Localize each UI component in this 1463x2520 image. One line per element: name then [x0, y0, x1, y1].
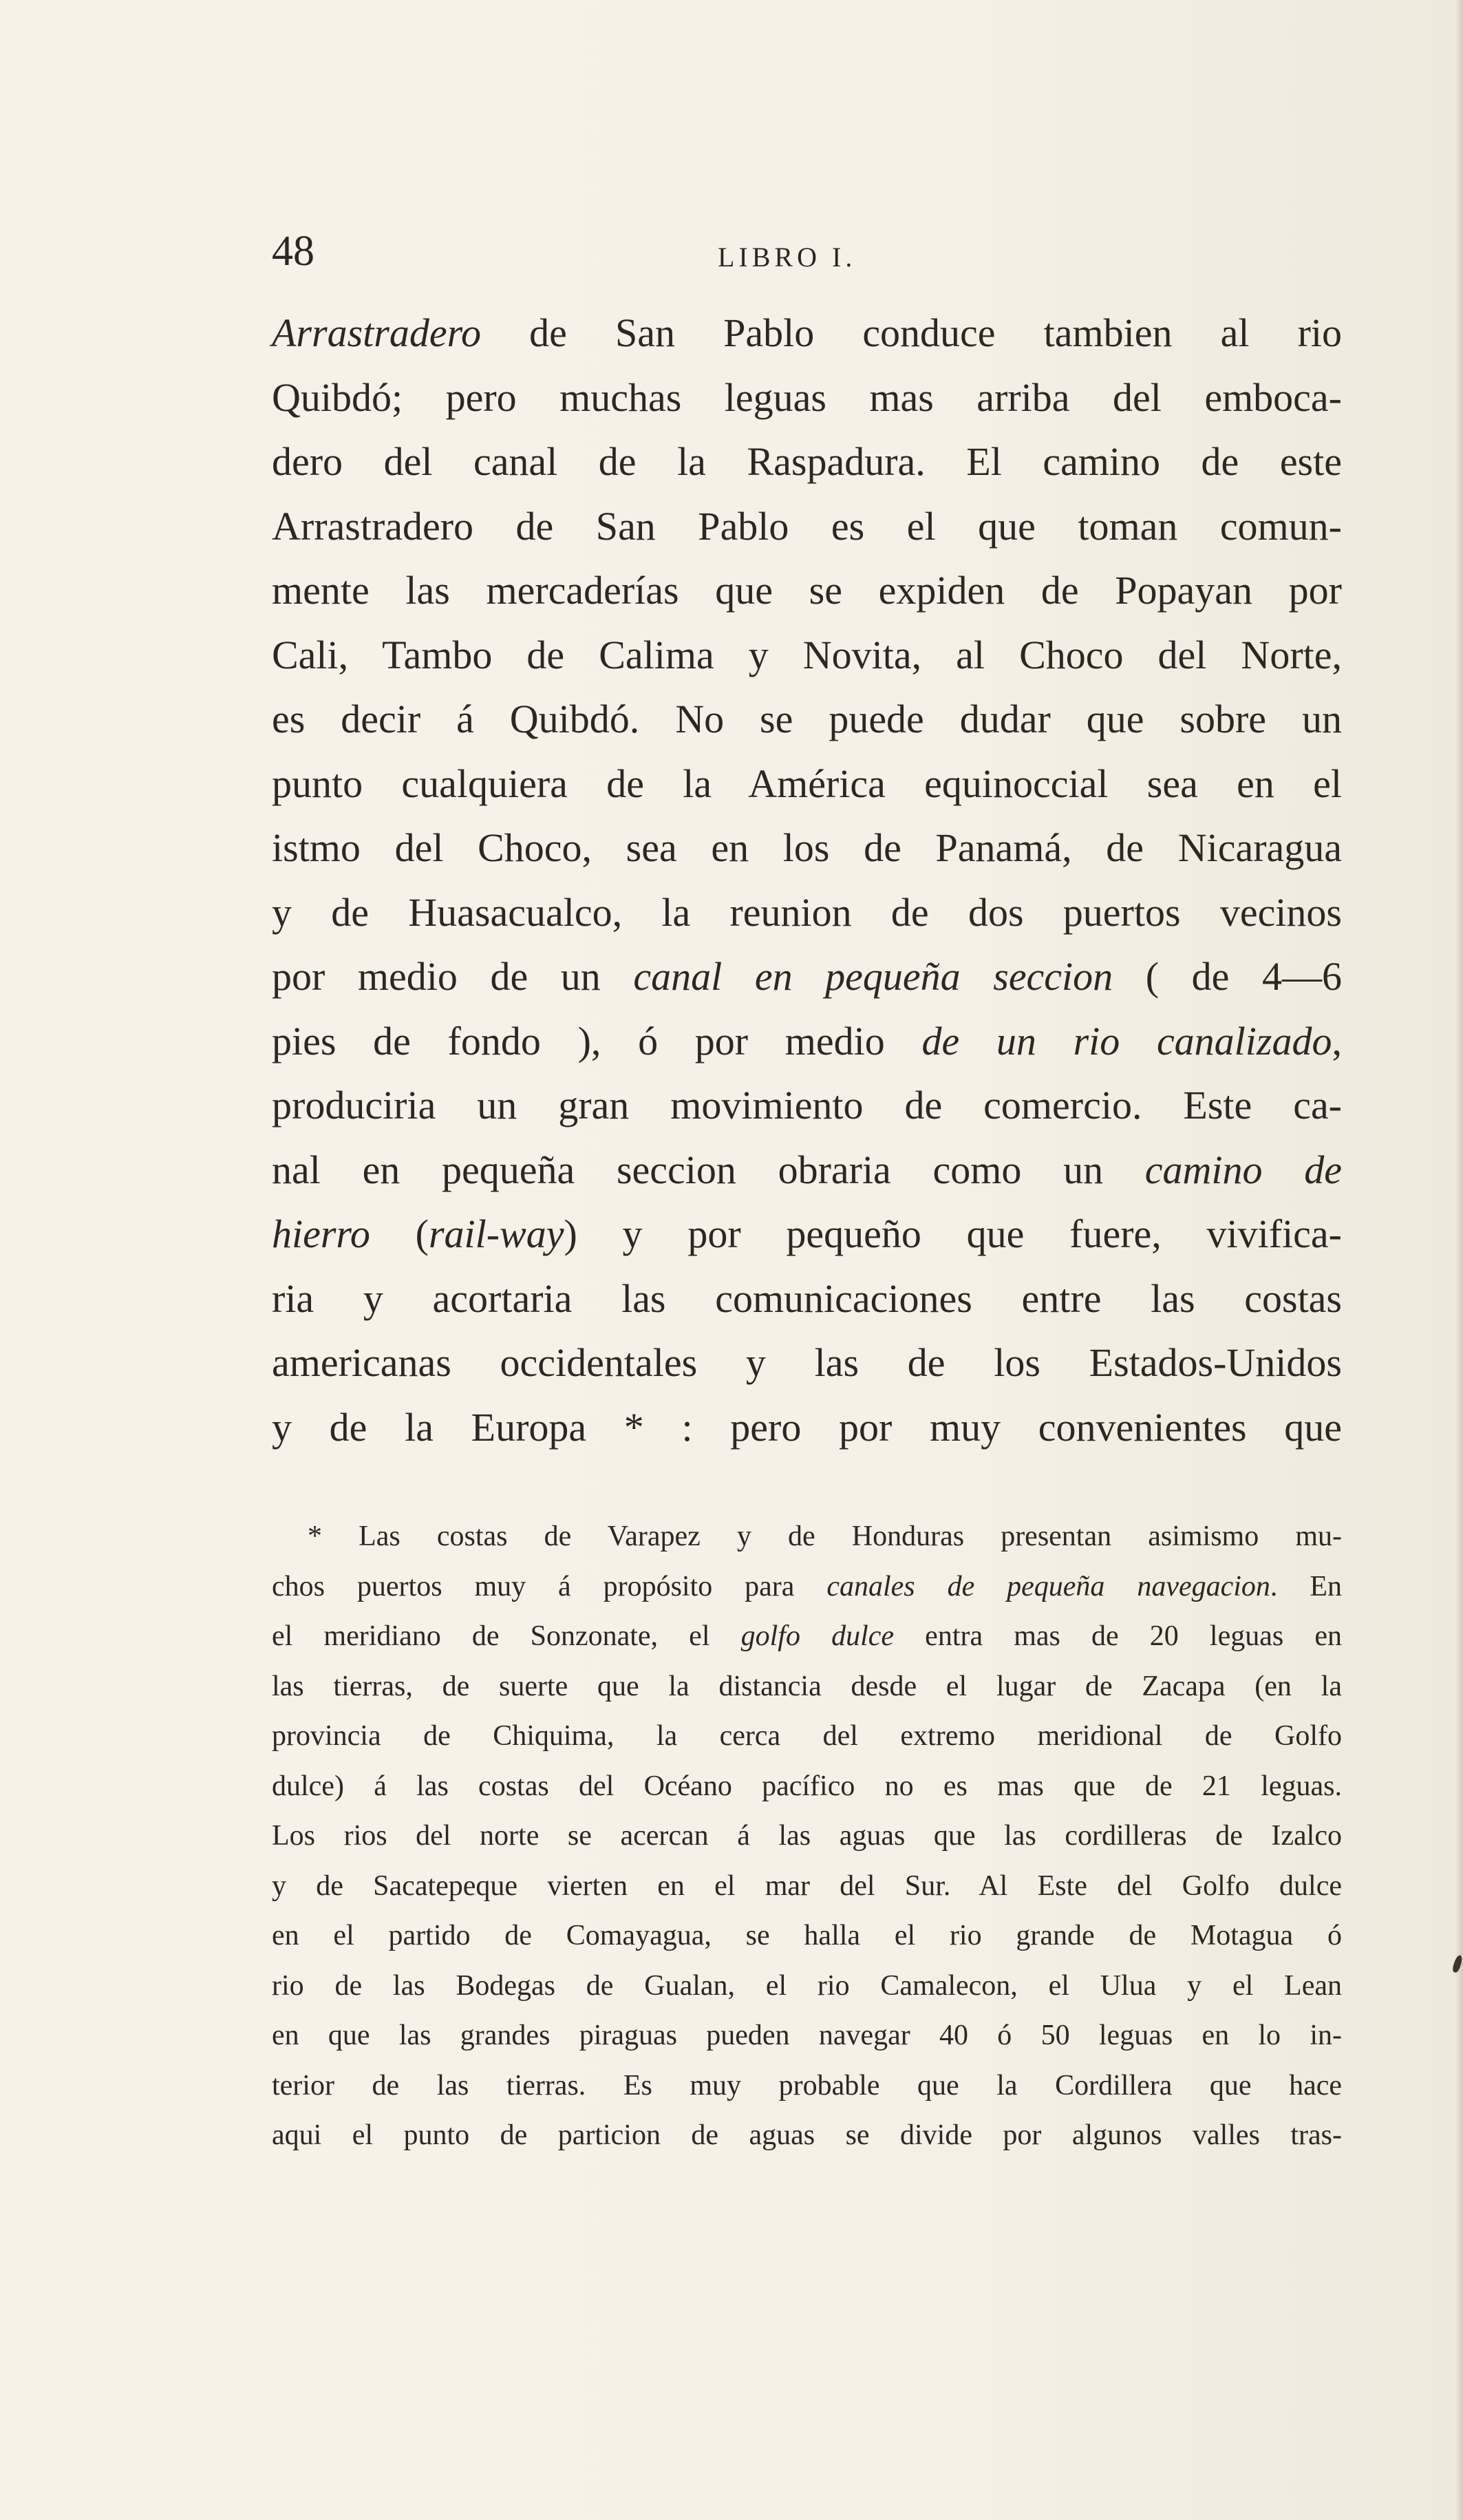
text-run: en que las grandes piraguas pueden navegar 40 ó 50 leguas en lo in-	[272, 2020, 1342, 2051]
text-run: y de la Europa * : pero por muy convenientes que	[272, 1404, 1342, 1450]
footnote-line	[272, 1512, 1342, 1562]
text-line	[272, 816, 1342, 880]
italic-text: rail-way	[428, 1211, 564, 1256]
footnote-line	[272, 2061, 1342, 2111]
text-line	[272, 430, 1342, 494]
text-run: es decir á Quibdó. No se puede dudar que sobre un	[272, 697, 1342, 741]
page-edge-shadow	[1455, 0, 1463, 2520]
text-run: y de Huasacualco, la reunion de dos puertos vecinos	[272, 889, 1342, 935]
text-run: dulce) á las costas del Océano pacífico no es mas que de 21 leguas.	[272, 1770, 1342, 1802]
text-run: rio de las Bodegas de Gualan, el rio Camalecon, el Ulua y el Lean	[272, 1969, 1342, 2002]
text-line	[272, 1331, 1342, 1395]
footnote-line	[272, 2011, 1342, 2061]
text-line	[272, 366, 1342, 430]
text-line	[272, 880, 1342, 945]
text-run: Cali, Tambo de Calima y Novita, al Choco del Norte,	[272, 632, 1342, 677]
text-line	[272, 301, 1342, 366]
italic-text: hierro	[272, 1211, 370, 1256]
text-run: y de Sacatepeque vierten en el mar del Sur. Al Este del Golfo dulce	[272, 1870, 1342, 1902]
footnote-line	[272, 1611, 1342, 1662]
text-run: punto cualquiera de la América equinoccial sea en el	[272, 761, 1342, 806]
main-text-block	[272, 301, 1342, 1459]
text-run: produciria un gran movimiento de comercio. Este ca-	[272, 1083, 1342, 1127]
italic-text: de un rio canalizado	[921, 1018, 1332, 1063]
text-line	[272, 944, 1342, 1009]
italic-text: Arrastradero	[272, 310, 481, 355]
text-line	[272, 1202, 1342, 1267]
footnote-line	[272, 1911, 1342, 1961]
text-run: americanas occidentales y las de los Estados-Unidos	[272, 1340, 1342, 1385]
text-run: aqui el punto de particion de aguas se divide por algunos valles tras-	[272, 2119, 1342, 2151]
text-run: (	[370, 1211, 429, 1256]
text-run: ) y por pequeño que fuere, vivifica-	[564, 1211, 1342, 1256]
text-line	[272, 494, 1342, 559]
text-line	[272, 558, 1342, 623]
page-number: 48	[272, 228, 314, 275]
text-line	[272, 1073, 1342, 1138]
text-run: provincia de Chiquima, la cerca del extremo meridional de Golfo	[272, 1720, 1342, 1752]
footnote-line	[272, 1811, 1342, 1861]
text-line	[272, 1395, 1342, 1460]
text-line	[272, 1009, 1342, 1074]
running-head: LIBRO I.	[718, 242, 857, 273]
text-line	[272, 1267, 1342, 1331]
page-header	[272, 227, 1342, 275]
text-line	[272, 752, 1342, 816]
text-run: en el partido de Comayagua, se halla el rio grande de Motagua ó	[272, 1920, 1342, 1951]
footnote-line	[272, 1761, 1342, 1812]
text-run: ria y acortaria las comunicaciones entre las costas	[272, 1275, 1342, 1321]
text-line	[272, 1138, 1342, 1203]
footnote-line	[272, 2110, 1342, 2161]
italic-text: canales de pequeña navegacion	[826, 1570, 1270, 1602]
footnote-line	[272, 1562, 1342, 1612]
text-run: por medio de un	[272, 954, 634, 999]
text-run: Quibdó; pero muchas leguas mas arriba del emboca-	[272, 374, 1342, 420]
footnote-block	[272, 1512, 1342, 2161]
text-run: . En	[1270, 1570, 1342, 1602]
footnote-line	[272, 1861, 1342, 1912]
text-line	[272, 687, 1342, 752]
text-run: chos puertos muy á propósito para	[272, 1570, 827, 1602]
text-run: istmo del Choco, sea en los de Panamá, de Nicaragua	[272, 825, 1342, 870]
footnote-line	[272, 1961, 1342, 2011]
text-run: nal en pequeña seccion obraria como un	[272, 1147, 1145, 1192]
footnote-line	[272, 1662, 1342, 1712]
text-run: Arrastradero de San Pablo es el que toman comun-	[272, 503, 1342, 549]
text-run: el meridiano de Sonzonate, el	[272, 1620, 741, 1652]
footnote-line	[272, 1711, 1342, 1761]
text-line	[272, 623, 1342, 688]
text-run: mente las mercaderías que se expiden de Popayan por	[272, 568, 1342, 613]
text-run: dero del canal de la Raspadura. El camino de este	[272, 439, 1342, 484]
text-run: terior de las tierras. Es muy probable que la Cordillera que hace	[272, 2069, 1342, 2101]
italic-text: golfo dulce	[740, 1620, 895, 1652]
text-run: pies de fondo ), ó por medio	[272, 1018, 922, 1063]
text-run: Los rios del norte se acercan á las aguas que las cordilleras de Izalco	[272, 1820, 1342, 1852]
italic-text: camino de	[1144, 1147, 1342, 1192]
italic-text: canal en pequeña seccion	[633, 954, 1113, 999]
text-run: * Las costas de Varapez y de Honduras presentan asimismo mu-	[308, 1521, 1342, 1552]
text-run: entra mas de 20 leguas en	[894, 1620, 1342, 1652]
text-run: ,	[1332, 1018, 1342, 1063]
text-run: de San Pablo conduce tambien al rio	[481, 310, 1342, 355]
text-run: ( de 4—6	[1113, 954, 1342, 999]
text-run: las tierras, de suerte que la distancia desde el lugar de Zacapa (en la	[272, 1670, 1342, 1702]
